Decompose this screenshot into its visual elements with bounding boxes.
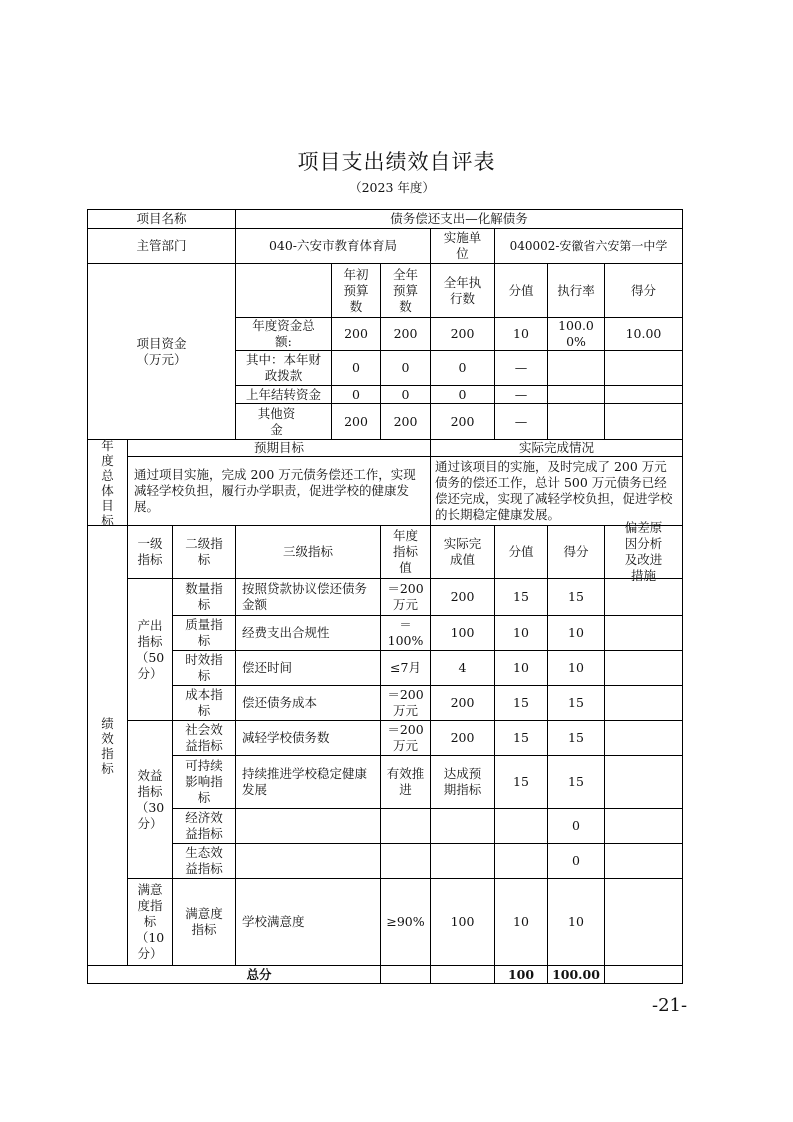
fund-initial: 0 [352, 360, 360, 375]
reason-cell [605, 579, 682, 615]
score-cell: 15 [568, 589, 584, 604]
actual-cell: 100 [450, 914, 475, 929]
expected-goal-header: 预期目标 [253, 440, 304, 455]
reason-cell [605, 756, 682, 808]
total-label: 总分 [246, 966, 272, 982]
dept-label: 主管部门 [136, 238, 187, 253]
weight-cell: 15 [513, 730, 529, 745]
level2-cell: 数量指标 [185, 581, 223, 612]
header-score: 得分 [630, 282, 656, 298]
target-cell [381, 809, 430, 843]
header-weight: 分值 [508, 282, 534, 298]
target-cell: ＝200万元 [387, 581, 424, 612]
header-rate: 执行率 [557, 282, 595, 298]
level2-cell: 成本指标 [185, 687, 223, 718]
group-output: 产出指标（50分） [135, 617, 165, 681]
fund-rate: 100.00% [558, 318, 594, 349]
expected-goal-text: 通过项目实施，完成 200 万元债务偿还工作，实现减轻学校负担，履行办学职责，促进学校的健康发展。 [134, 467, 416, 514]
level2-cell: 时效指标 [185, 652, 223, 683]
fund-score [605, 351, 682, 385]
fund-weight: 10 [513, 326, 529, 341]
weight-cell [495, 844, 547, 878]
score-cell: 15 [568, 695, 584, 710]
level3-cell [236, 844, 380, 878]
header-level2: 二级指标 [185, 536, 223, 567]
fund-score: 10.00 [625, 326, 662, 341]
target-cell: 有效推进 [386, 766, 425, 797]
reason-cell [605, 686, 682, 720]
score-cell: 0 [572, 818, 580, 833]
fund-row-label: 年度资金总额: [252, 318, 315, 349]
level3-cell: 减轻学校债务数 [242, 730, 330, 745]
header-full-budget: 全年预算数 [392, 266, 418, 314]
header-target: 年度指标值 [392, 528, 418, 575]
score-cell: 10 [568, 625, 584, 640]
page-title: 项目支出绩效自评表 [297, 150, 496, 174]
reason-cell [605, 879, 682, 965]
header-executed: 全年执行数 [443, 274, 482, 306]
level2-cell: 生态效益指标 [185, 845, 223, 876]
weight-cell [495, 809, 547, 843]
fund-row-label: 其他资金 [257, 405, 296, 437]
group-satisfaction: 满意度指标（10分） [135, 882, 165, 961]
fund-row-label: 其中：本年财政拨款 [245, 352, 321, 383]
header-ind-score: 得分 [563, 544, 589, 559]
target-cell: ＝200万元 [387, 687, 424, 718]
project-name-value: 债务偿还支出—化解债务 [390, 211, 528, 226]
fund-rate [548, 351, 604, 385]
actual-cell: 达成预期指标 [443, 766, 482, 797]
total-weight: 100 [507, 966, 535, 982]
group-benefit: 效益指标（30分） [135, 767, 165, 831]
fund-score [605, 386, 682, 403]
level3-cell: 学校满意度 [242, 914, 305, 929]
impl-unit-value: 040002-安徽省六安第一中学 [509, 239, 668, 253]
reason-cell [605, 721, 682, 755]
project-name-label: 项目名称 [136, 211, 187, 226]
level3-cell: 偿还时间 [242, 660, 293, 675]
weight-cell: 15 [513, 589, 529, 604]
total-score: 100.00 [552, 966, 600, 982]
level2-cell: 质量指标 [185, 617, 223, 648]
fund-rate [548, 386, 604, 403]
fund-executed: 200 [450, 413, 475, 429]
funds-label: 项目资金（万元） [136, 335, 187, 367]
fund-initial: 200 [344, 413, 368, 429]
fund-weight: — [514, 413, 528, 429]
fund-executed: 0 [458, 386, 467, 402]
actual-cell: 200 [450, 589, 475, 604]
fund-weight: — [514, 386, 528, 402]
level2-cell: 满意度指标 [185, 906, 223, 937]
header-reason: 偏差原因分析及改进措施 [624, 520, 663, 583]
weight-cell: 10 [513, 625, 529, 640]
fund-full: 200 [393, 326, 418, 341]
page-subtitle: （2023 年度） [349, 180, 435, 195]
target-cell: ≤7月 [390, 660, 421, 675]
actual-cell: 200 [450, 695, 475, 710]
level3-cell [236, 809, 380, 843]
actual-cell: 100 [450, 625, 475, 640]
reason-cell [605, 616, 682, 650]
reason-cell [605, 809, 682, 843]
impl-unit-label: 实施单位 [443, 230, 482, 261]
level2-cell: 社会效益指标 [185, 722, 223, 753]
fund-executed: 200 [450, 326, 475, 341]
header-initial-budget: 年初预算数 [343, 266, 369, 314]
fund-row-label: 上年结转资金 [245, 386, 321, 402]
target-cell: ＝100% [387, 617, 424, 648]
target-cell: ＝200万元 [387, 722, 424, 753]
level2-cell: 经济效益指标 [185, 810, 223, 841]
fund-score [605, 404, 682, 439]
goals-label [88, 437, 127, 528]
actual-cell: 4 [458, 660, 467, 675]
actual-goal-text: 通过该项目的实施，及时完成了 200 万元债务的偿还工作，总计 500 万元债务已经偿还完成，实现了减轻学校负担，促进学校的长期稳定健康发展。 [435, 459, 673, 522]
score-cell: 15 [568, 730, 584, 745]
weight-cell: 10 [513, 914, 529, 929]
header-level1: 一级指标 [137, 536, 163, 567]
weight-cell: 15 [513, 695, 529, 710]
level3-cell: 偿还债务成本 [242, 695, 318, 710]
indicators-label [88, 526, 127, 965]
level3-cell: 按照贷款协议偿还债务金额 [242, 581, 368, 612]
level3-cell: 经费支出合规性 [242, 625, 330, 640]
actual-goal-header: 实际完成情况 [518, 440, 594, 455]
reason-cell [605, 844, 682, 878]
target-cell: ≥90% [386, 914, 425, 929]
header-ind-weight: 分值 [508, 544, 534, 559]
actual-cell [431, 809, 494, 843]
goals-label-text: 年度总体目标 [101, 437, 114, 528]
indicators-label-text: 绩效指标 [101, 715, 114, 776]
target-cell [381, 844, 430, 878]
dept-value: 040-六安市教育体育局 [268, 238, 398, 253]
fund-full: 200 [393, 413, 418, 429]
score-cell: 10 [568, 660, 584, 675]
fund-full: 0 [401, 386, 410, 402]
page-number: -21- [652, 995, 688, 1016]
fund-initial: 0 [352, 386, 360, 402]
score-cell: 10 [568, 914, 584, 929]
fund-initial: 200 [344, 326, 368, 341]
fund-full: 0 [401, 360, 410, 375]
header-actual: 实际完成值 [443, 536, 482, 567]
level3-cell: 持续推进学校稳定健康发展 [242, 766, 368, 797]
weight-cell: 10 [513, 660, 529, 675]
level2-cell: 可持续影响指标 [185, 758, 223, 805]
actual-cell: 200 [450, 730, 475, 745]
score-cell: 0 [572, 853, 580, 868]
weight-cell: 15 [513, 774, 529, 789]
score-cell: 15 [568, 774, 584, 789]
fund-executed: 0 [458, 360, 467, 375]
fund-weight: — [514, 360, 528, 375]
header-level3: 三级指标 [282, 544, 333, 559]
actual-cell [431, 844, 494, 878]
reason-cell [605, 651, 682, 685]
fund-rate [548, 404, 604, 439]
